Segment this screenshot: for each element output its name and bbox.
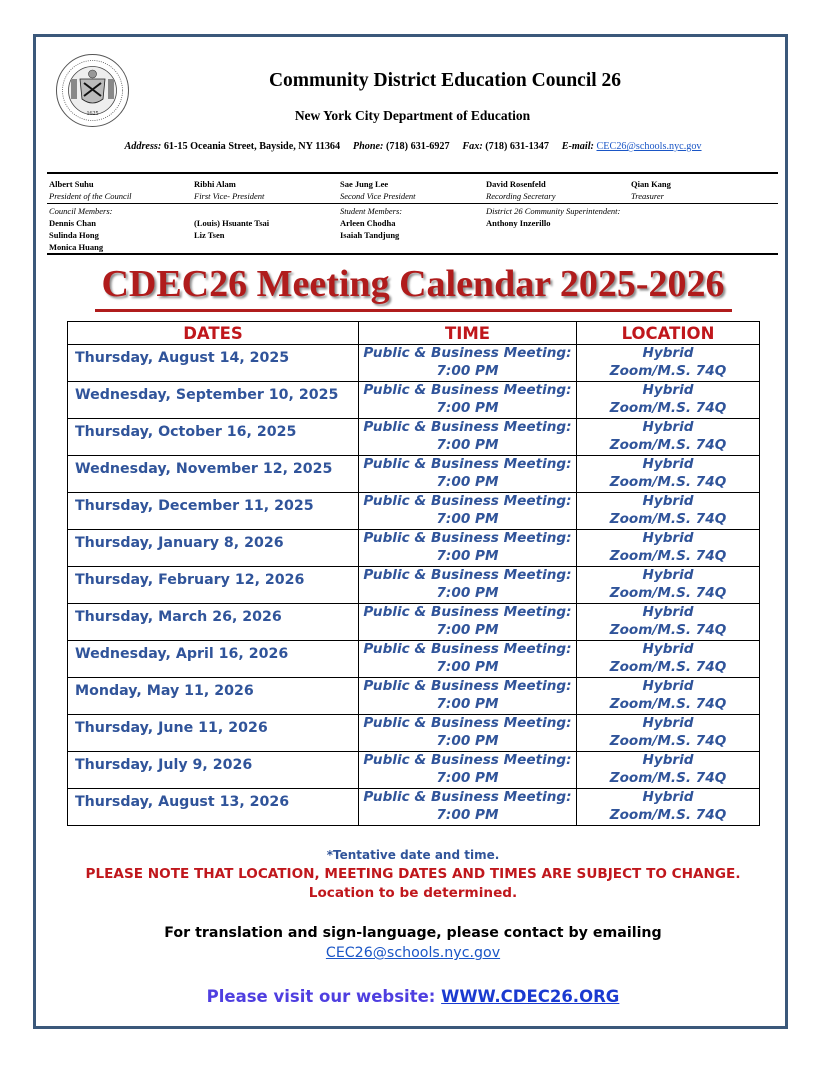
member-name: Sulinda Hong <box>49 230 99 240</box>
member-name: Dennis Chan <box>49 218 97 228</box>
meeting-hour: 7:00 PM <box>436 473 499 490</box>
department-subtitle: New York City Department of Education <box>294 108 531 123</box>
location-venue: Zoom/M.S. 74Q <box>609 769 727 786</box>
seal-year: 1625 <box>86 111 99 117</box>
title-underline <box>95 309 732 312</box>
meeting-time <box>359 419 577 456</box>
meeting-time <box>359 382 577 419</box>
officer-name: Sae Jung Lee <box>340 179 389 189</box>
location-venue: Zoom/M.S. 74Q <box>609 510 727 527</box>
meeting-time <box>359 493 577 530</box>
officer-recording-secretary <box>486 178 555 202</box>
meeting-location <box>577 493 760 530</box>
column-header-dates: DATES <box>68 322 359 345</box>
table-row <box>68 789 760 826</box>
meeting-hour: 7:00 PM <box>436 436 499 453</box>
fax-label: Fax: <box>462 141 483 152</box>
change-notice: PLEASE NOTE THAT LOCATION, MEETING DATES AND TIMES ARE SUBJECT TO CHANGE. <box>85 866 741 882</box>
location-mode: Hybrid <box>642 789 694 805</box>
meeting-location <box>577 641 760 678</box>
meeting-type: Public & Business Meeting: <box>363 715 572 731</box>
meeting-type: Public & Business Meeting: <box>363 678 572 694</box>
location-venue: Zoom/M.S. 74Q <box>609 621 727 638</box>
location-venue: Zoom/M.S. 74Q <box>609 473 727 490</box>
council-title: Community District Education Council 26 <box>268 70 622 91</box>
contact-line <box>48 141 778 152</box>
meeting-type: Public & Business Meeting: <box>363 789 572 805</box>
table-row <box>68 419 760 456</box>
table-row <box>68 493 760 530</box>
location-venue: Zoom/M.S. 74Q <box>609 732 727 749</box>
officer-role: Recording Secretary <box>486 191 556 201</box>
meeting-type: Public & Business Meeting: <box>363 567 572 583</box>
location-venue: Zoom/M.S. 74Q <box>609 658 727 675</box>
table-row <box>68 345 760 382</box>
officer-name: Ribhi Alam <box>194 179 236 189</box>
translation-note: For translation and sign-language, please contact by emailing <box>164 925 662 941</box>
meeting-hour: 7:00 PM <box>436 362 499 379</box>
student-members-label: Student Members: <box>340 206 403 216</box>
contact-email-link[interactable]: CEC26@schools.nyc.gov <box>325 945 501 961</box>
meeting-calendar-table <box>67 321 760 826</box>
meeting-date: Thursday, October 16, 2025 <box>68 419 359 456</box>
meeting-location <box>577 715 760 752</box>
meeting-time <box>359 715 577 752</box>
officer-treasurer <box>631 178 671 202</box>
meeting-time <box>359 567 577 604</box>
meeting-type: Public & Business Meeting: <box>363 752 572 768</box>
meeting-time <box>359 345 577 382</box>
meeting-time <box>359 530 577 567</box>
table-row <box>68 530 760 567</box>
meeting-date: Monday, May 11, 2026 <box>68 678 359 715</box>
meeting-date: Thursday, February 12, 2026 <box>68 567 359 604</box>
meeting-location <box>577 678 760 715</box>
meeting-hour: 7:00 PM <box>436 695 499 712</box>
member-name: Liz Tsen <box>194 230 225 240</box>
meeting-hour: 7:00 PM <box>436 584 499 601</box>
nyc-seal-logo <box>55 53 130 128</box>
superintendent-name: Anthony Inzerillo <box>486 218 551 228</box>
meeting-type: Public & Business Meeting: <box>363 530 572 546</box>
officer-president <box>49 178 132 202</box>
table-row <box>68 678 760 715</box>
meeting-time <box>359 641 577 678</box>
meeting-type: Public & Business Meeting: <box>363 641 572 657</box>
meeting-time <box>359 604 577 641</box>
officer-role: First Vice- President <box>194 191 265 201</box>
meeting-time <box>359 456 577 493</box>
meeting-location <box>577 382 760 419</box>
meeting-type: Public & Business Meeting: <box>363 345 572 361</box>
officer-name: David Rosenfeld <box>486 179 546 189</box>
member-name: (Louis) Hsuante Tsai <box>194 218 270 228</box>
table-row <box>68 567 760 604</box>
meeting-date: Thursday, August 13, 2026 <box>68 789 359 826</box>
meeting-date: Thursday, July 9, 2026 <box>68 752 359 789</box>
location-mode: Hybrid <box>642 604 694 620</box>
meeting-hour: 7:00 PM <box>436 732 499 749</box>
meeting-type: Public & Business Meeting: <box>363 382 572 398</box>
location-mode: Hybrid <box>642 419 694 435</box>
location-mode: Hybrid <box>642 715 694 731</box>
meeting-location <box>577 456 760 493</box>
meeting-hour: 7:00 PM <box>436 769 499 786</box>
location-mode: Hybrid <box>642 641 694 657</box>
website-link[interactable]: WWW.CDEC26.ORG <box>441 987 620 1006</box>
student-name: Arleen Chodha <box>340 218 396 228</box>
meeting-type: Public & Business Meeting: <box>363 493 572 509</box>
table-row <box>68 752 760 789</box>
table-header-row <box>68 322 760 345</box>
address-value: 61-15 Oceania Street, Bayside, NY 11364 <box>163 141 341 152</box>
location-venue: Zoom/M.S. 74Q <box>609 547 727 564</box>
student-members <box>340 205 402 241</box>
meeting-location <box>577 345 760 382</box>
column-header-location: LOCATION <box>577 322 760 345</box>
meeting-date: Thursday, March 26, 2026 <box>68 604 359 641</box>
meeting-location <box>577 604 760 641</box>
meeting-date: Wednesday, April 16, 2026 <box>68 641 359 678</box>
fax-value: (718) 631-1347 <box>485 141 549 152</box>
meeting-type: Public & Business Meeting: <box>363 604 572 620</box>
column-header-time: TIME <box>359 322 577 345</box>
meeting-date: Thursday, June 11, 2026 <box>68 715 359 752</box>
officer-second-vp <box>340 178 416 202</box>
meeting-location <box>577 530 760 567</box>
tentative-note: *Tentative date and time. <box>326 848 500 862</box>
location-venue: Zoom/M.S. 74Q <box>609 436 727 453</box>
location-venue: Zoom/M.S. 74Q <box>609 362 727 379</box>
table-row <box>68 604 760 641</box>
table-row <box>68 456 760 493</box>
location-venue: Zoom/M.S. 74Q <box>609 695 727 712</box>
divider-mid <box>47 203 778 204</box>
meeting-type: Public & Business Meeting: <box>363 419 572 435</box>
officer-role: Treasurer <box>631 191 664 201</box>
officer-role: Second Vice President <box>340 191 416 201</box>
meeting-date: Wednesday, November 12, 2025 <box>68 456 359 493</box>
location-mode: Hybrid <box>642 752 694 768</box>
officer-name: Albert Suhu <box>49 179 94 189</box>
table-row <box>68 715 760 752</box>
meeting-time <box>359 789 577 826</box>
meeting-time <box>359 678 577 715</box>
student-name: Isaiah Tandjung <box>340 230 400 240</box>
table-body <box>68 345 760 826</box>
meeting-location <box>577 419 760 456</box>
location-mode: Hybrid <box>642 456 694 472</box>
location-venue: Zoom/M.S. 74Q <box>609 584 727 601</box>
council-members-label: Council Members: <box>49 206 113 216</box>
meeting-time <box>359 752 577 789</box>
location-venue: Zoom/M.S. 74Q <box>609 399 727 416</box>
location-mode: Hybrid <box>642 382 694 398</box>
officer-first-vp <box>194 178 264 202</box>
member-name: Monica Huang <box>49 242 104 252</box>
website-line <box>33 987 793 1006</box>
meeting-hour: 7:00 PM <box>436 399 499 416</box>
website-label: Please visit our website: <box>206 987 436 1006</box>
meeting-hour: 7:00 PM <box>436 658 499 675</box>
officer-name: Qian Kang <box>631 179 671 189</box>
meeting-location <box>577 789 760 826</box>
meeting-hour: 7:00 PM <box>436 547 499 564</box>
meeting-hour: 7:00 PM <box>436 510 499 527</box>
location-mode: Hybrid <box>642 678 694 694</box>
email-link[interactable]: CEC26@schools.nyc.gov <box>596 141 702 152</box>
meeting-location <box>577 567 760 604</box>
location-mode: Hybrid <box>642 493 694 509</box>
phone-value: (718) 631-6927 <box>385 141 450 152</box>
location-mode: Hybrid <box>642 345 694 361</box>
council-members-col2 <box>194 217 269 241</box>
table-row <box>68 382 760 419</box>
meeting-date: Thursday, December 11, 2025 <box>68 493 359 530</box>
meeting-hour: 7:00 PM <box>436 806 499 823</box>
location-notice: Location to be determined. <box>308 885 518 901</box>
location-mode: Hybrid <box>642 567 694 583</box>
address-label: Address: <box>124 141 162 152</box>
location-venue: Zoom/M.S. 74Q <box>609 806 727 823</box>
phone-label: Phone: <box>352 141 384 152</box>
divider-top <box>47 172 778 174</box>
superintendent <box>486 205 620 229</box>
meeting-date: Thursday, August 14, 2025 <box>68 345 359 382</box>
location-mode: Hybrid <box>642 530 694 546</box>
meeting-location <box>577 752 760 789</box>
meeting-type: Public & Business Meeting: <box>363 456 572 472</box>
meeting-date: Thursday, January 8, 2026 <box>68 530 359 567</box>
council-members <box>49 205 113 253</box>
table-row <box>68 641 760 678</box>
email-label: E-mail: <box>561 141 594 152</box>
meeting-hour: 7:00 PM <box>436 621 499 638</box>
calendar-title: CDEC26 Meeting Calendar 2025-2026 <box>101 263 725 305</box>
superintendent-label: District 26 Community Superintendent: <box>486 206 621 216</box>
meeting-date: Wednesday, September 10, 2025 <box>68 382 359 419</box>
divider-bottom <box>47 253 778 255</box>
officer-role: President of the Council <box>49 191 132 201</box>
